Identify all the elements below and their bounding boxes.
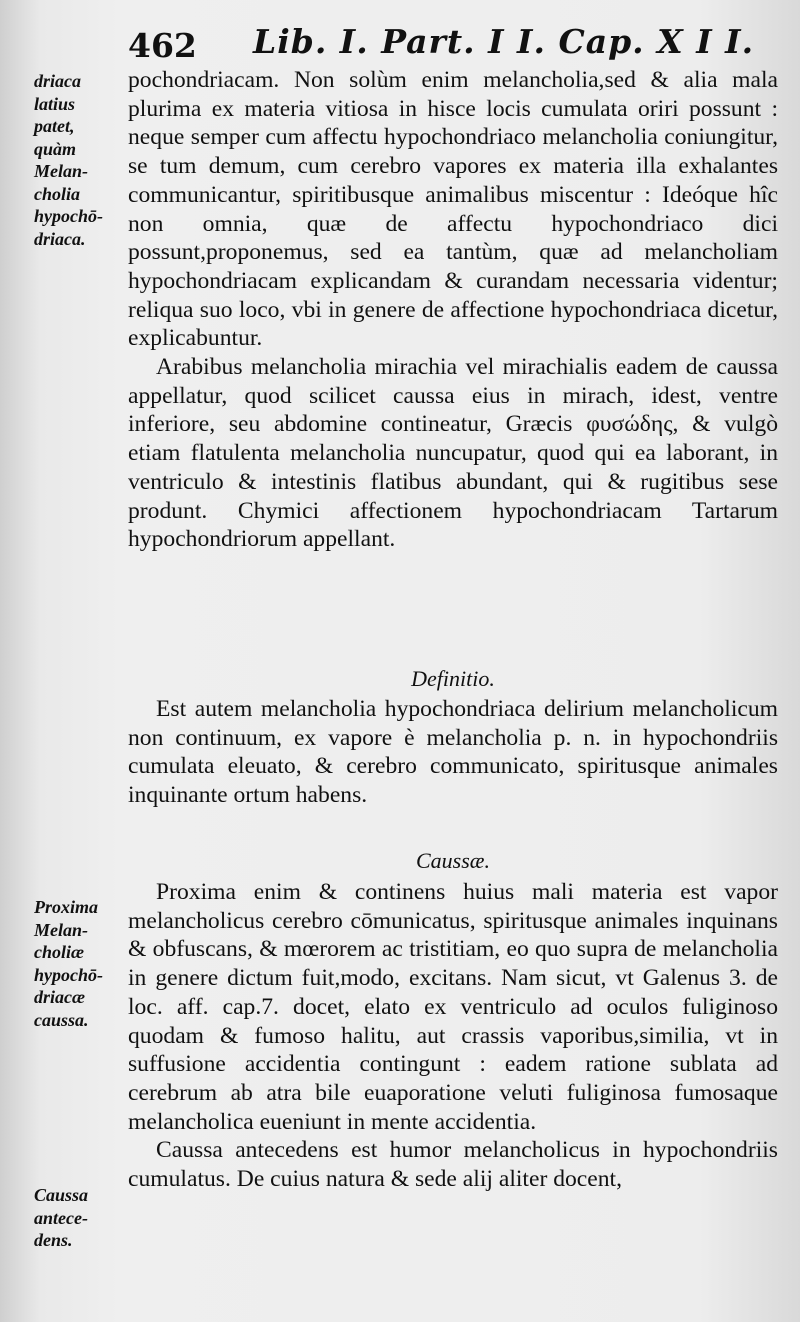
paragraph: Proxima enim & continens huius mali materia est vapor melancholicus cerebro cōmunicatus, spiritusque animales inquinans & obfuscans, & mœrorem ac tristitiam, eo quo supra de melancholia in genere dictum fuit,modo, excitans. Nam sicut, vt Galenus 3. de loc. aff. cap.7. docet, elato ex ventriculo ad oculos fuliginoso quodam & fumoso halitu, aut crassis vaporibus,similia, vt in suffusione accidentia contingunt : eadem ratione sublata ad cerebrum ab atra bile euaporatione veluti fuliginosa fumosaque melancholica eueniunt in mente accidentia.: [128, 879, 778, 1135]
paragraph: pochondriacam. Non solùm enim melancholia,sed & alia mala plurima ex materia vitiosa in hisce locis cumulata oriri possunt : neque semper cum affectu hypochondriaco melancholia coniungitur, se tum demum, cum cerebro vapores ex materia illa exhalantes communicantur, spiritibusque animalibus miscentur : Ideóque hîc non omnia, quæ de affectu hypochondriaco dici possunt,proponemus, sed ea tantùm, quæ ad melancholiam hypochondriacam explicandam & curandam necessaria videntur; reliqua suo loco, vbi in genere de affectione hypochondriaca dicetur, explicabuntur.: [128, 67, 778, 352]
paragraph: Caussa antecedens est humor melancholicus in hypochondriis cumulatus. De cuius natura & sede alij aliter docent,: [128, 1137, 778, 1193]
paragraph: Est autem melancholia hypochondriaca delirium melancholicum non continuum, ex vapore è melancholia p. n. in hypochondriis cumulata eleuato, & cerebro communicato, spiritusque animales inquinante ortum habens.: [128, 696, 778, 809]
page-number: 462: [128, 26, 197, 65]
margin-note-caussa-antecedens: Caussa antece- dens.: [34, 1185, 89, 1250]
section-heading-caussae: Caussæ.: [416, 848, 490, 873]
margin-note-driaca: driaca latius patet, quàm Melan- cholia hypochō- driaca.: [34, 71, 103, 249]
paragraph: Arabibus melancholia mirachia vel mirachialis eadem de caussa appellatur, quod scilicet caussa eius in mirach, idest, ventre inferiore, seu abdomine contineatur, Græcis φυσώδης, & vulgò etiam flatulenta melancholia nuncupatur, quod qui ea laborant, in ventriculo & intestinis flatibus abundant, qui & rugitibus sese produnt. Chymici affectionem hypochondriacam Tartarum hypochondriorum appellant.: [128, 354, 778, 553]
text-block-2: [128, 695, 778, 810]
section-heading-definitio: Definitio.: [411, 666, 495, 691]
margin-note-proxima: Proxima Melan- choliæ hypochō- driacæ caussa.: [34, 897, 103, 1030]
text-block-3: [128, 878, 778, 1194]
text-block-1: [128, 66, 778, 554]
running-title: Lib. I. Part. I I. Cap. X I I.: [253, 22, 755, 61]
page-header: [128, 22, 778, 70]
